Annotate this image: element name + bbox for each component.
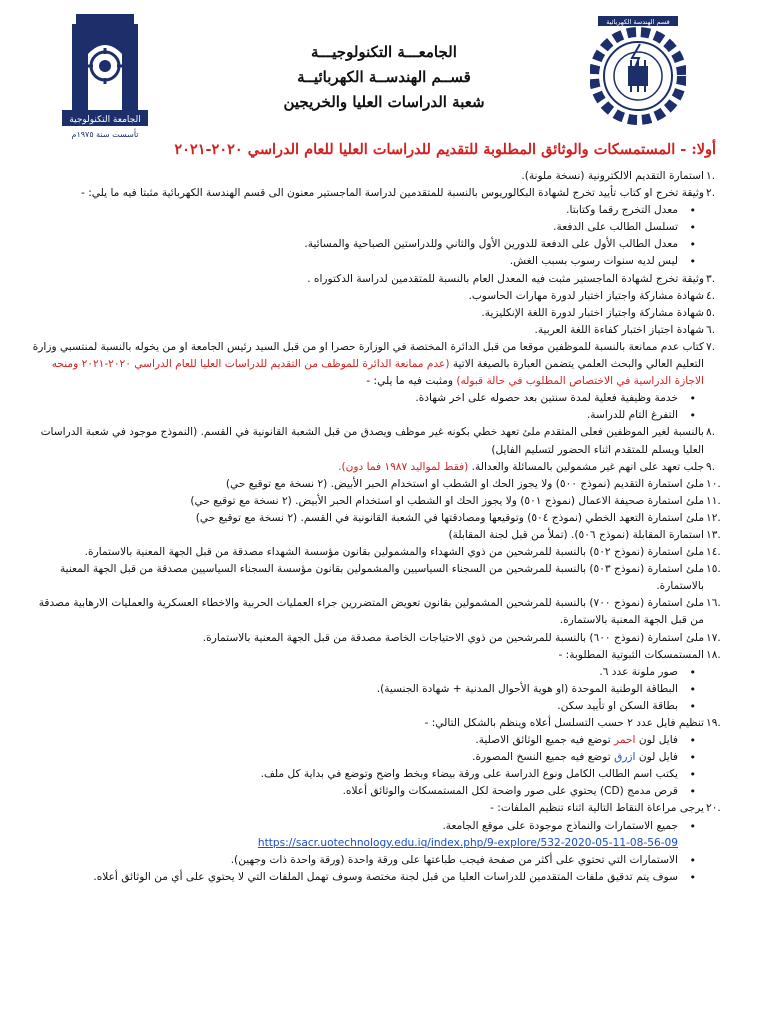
forms-link[interactable]: https://sacr.uotechnology.edu.iq/index.php/9-explore/532-2020-05-11-08-56-09 [257, 836, 678, 849]
item-text: استمارة المقابلة (نموذج ٥٠٦). (تملأ من قبل لجنة المقابلة) [448, 528, 704, 541]
list-item [30, 630, 730, 647]
item-number: .١٥ [706, 563, 721, 576]
bullet-item: • سوف يتم تدقيق ملفات المتقدمين للدراسات العليا من قبل لجنة مختصة وسوف تهمل الملفات التي لا يحتوي على أي من الوثائق أعلاه. [30, 869, 730, 886]
section-heading: أولا: - المستمسكات والوثائق المطلوبة للتقديم للدراسات العليا للعام الدراسي ٢٠٢٠-٢٠٢١ [174, 141, 716, 158]
letterhead-titles [220, 40, 548, 115]
item-text: ملئ استمارة التقديم (نموذج ٥٠٠) ولا يجوز الحك او الشطب او استخدام الحبر الأبيض. (٢ نسخة مع توقيع حي) [225, 477, 704, 490]
bullet-item: • معدل الطالب الأول على الدفعة للدورين الأول والثاني وللدراستين الصباحية والمسائية. [30, 236, 730, 253]
list-item [30, 510, 730, 527]
bullet-item [30, 732, 730, 749]
requirements-list [30, 168, 730, 886]
item-text: يرجى مراعاة النقاط التالية اثناء تنظيم الملفات: - [490, 802, 704, 815]
list-item [30, 493, 730, 510]
bullet-item: • ليس لديه سنوات رسوب بسبب الغش. [30, 253, 730, 270]
logo-right-caption: قسم الهندسة الكهربائية [606, 18, 670, 26]
list-item [30, 800, 730, 817]
sub-list [30, 732, 730, 800]
list-item [30, 476, 730, 493]
highlighted-text: (فقط لمواليد ١٩٨٧ فما دون). [338, 460, 469, 473]
list-item [30, 715, 730, 732]
sub-list [30, 664, 730, 715]
item-text: وثيقة تخرج او كتاب تأييد تخرج لشهادة البكالوريوس بالنسبة للمتقدمين لدراسة الماجستير معنون الى قسم الهندسة الكهربائية مثبتا فيه ما يلي: - [81, 187, 704, 200]
svg-text:الجامعة التكنولوجية: الجامعة التكنولوجية [69, 115, 141, 125]
bullet-item: • التفرغ التام للدراسة. [30, 407, 730, 424]
item-text: ملئ استمارة التعهد الخطي (نموذج ٥٠٤) وتوقيعها ومصادقتها في الشعبة القانونية في القسم. (٢ نسخة مع توقيع حي) [195, 511, 704, 524]
list-item [30, 561, 730, 595]
bullet-item: • البطاقة الوطنية الموحدة (او هوية الأحوال المدنية + شهادة الجنسية). [30, 681, 730, 698]
item-text: بالنسبة لغير الموظفين فعلى المتقدم ملئ تعهد خطي بكونه غير موظف ويصدق من قبل الشعبة القانونية في القسم. (النموذج موجود في شعبة الدراسات العليا ويسلم للمتقدم اثناء الحضور لتسليم الفايل) [40, 426, 704, 456]
item-text: استمارة التقديم الالكترونية (نسخة ملونة). [521, 170, 704, 182]
item-number: .٦ [706, 323, 716, 336]
bullet-item: • تسلسل الطالب على الدفعة. [30, 219, 730, 236]
list-item [30, 288, 730, 305]
bullet-item [30, 818, 730, 852]
item-number: .٣ [706, 272, 716, 285]
item-number: .٢٠ [706, 802, 721, 815]
item-text: كتاب عدم ممانعة بالنسبة للموظفين موقعا من قبل الدائرة المختصة في الوزارة حصرا او من قبل السيد رئيس الجامعة او من يخوله بالنسبة لمنتسبي وزارة التعليم العالي والبحث العلمي يتضمن العبارة بالصيغة الاتية [32, 340, 704, 371]
letterhead [0, 10, 768, 140]
bullet-text: فايل لون [638, 734, 678, 747]
item-number: .٢ [706, 187, 716, 200]
list-item [30, 185, 730, 202]
item-text: تنظيم فايل عدد ٢ حسب التسلسل أعلاه وينظم بالشكل التالي: - [424, 717, 704, 729]
item-text: شهادة اجتياز اختبار كفاءة اللغة العربية. [534, 323, 704, 336]
bullet-text: توضع فيه جميع النسخ المصورة. [472, 751, 611, 764]
bullet-text: فايل لون [638, 751, 678, 764]
bullet-item: • معدل التخرج رقما وكتابتا. [30, 202, 730, 219]
item-text: جلب تعهد على انهم غير مشمولين بالمسائلة والعدالة. [471, 460, 704, 473]
bullet-item: • بطاقة السكن او تأييد سكن. [30, 698, 730, 715]
list-item [30, 271, 730, 288]
bullet-item: • قرص مدمج (CD) يحتوي على صور واضحة لكل المستمسكات والوثائق أعلاه. [30, 783, 730, 800]
item-text: ملئ استمارة (نموذج ٥٠٢) بالنسبة للمرشحين من ذوي الشهداء والمشمولين بقانون مؤسسة الشهداء مصدقة من قبل الجهة المعنية بالاستمارة. [84, 546, 704, 559]
item-text: المستمسكات الثبوتية المطلوبة: - [558, 648, 704, 661]
university-of-technology-logo [62, 14, 148, 140]
list-item [30, 595, 730, 629]
item-number: .١٠ [706, 477, 721, 490]
item-number: .١٩ [706, 717, 721, 729]
item-number: .٧ [706, 340, 716, 353]
list-item [30, 339, 730, 390]
electrical-engineering-logo [590, 16, 686, 128]
item-number: .١٣ [706, 528, 721, 541]
university-name: الجامعـــة التكنولوجيـــة [311, 43, 457, 61]
item-number: .١٢ [706, 511, 721, 524]
bullet-item: • صور ملونة عدد ٦. [30, 664, 730, 681]
sub-list [30, 202, 730, 270]
item-number: .٥ [706, 306, 716, 319]
item-number: .٨ [706, 426, 716, 439]
item-text: ملئ استمارة (نموذج ٧٠٠) بالنسبة للمرشحين المشمولين بقانون تعويض المتضررين جراء العمليات الحربية والاخطاء العسكرية والعمليات الارهابية مصدقة من قبل الجهة المعنية بالاستمارة. [38, 597, 704, 627]
item-number: .١٧ [706, 631, 721, 644]
color-word-red: احمر [614, 734, 636, 747]
item-number: .١٦ [706, 597, 721, 610]
list-item [30, 527, 730, 544]
item-text: شهادة مشاركة واجتياز اختبار لدورة مهارات الحاسوب. [468, 289, 704, 302]
bullet-text: توضع فيه جميع الوثائق الاصلية. [475, 734, 611, 747]
list-item [30, 424, 730, 458]
list-item [30, 305, 730, 322]
bullet-item: • يكتب اسم الطالب الكامل ونوع الدراسة على ورقة بيضاء وبخط واضح وتوضع في بداية كل ملف. [30, 766, 730, 783]
item-number: .٩ [706, 460, 716, 473]
item-text: ملئ استمارة (نموذج ٦٠٠) بالنسبة للمرشحين من ذوي الاحتياجات الخاصة مصدقة من قبل الجهة المعنية بالاستمارة. [202, 631, 704, 644]
item-text: وثيقة تخرج لشهادة الماجستير مثبت فيه المعدل العام بالنسبة للمتقدمين لدراسة الدكتوراه . [307, 272, 704, 285]
item-number: .١ [706, 170, 716, 182]
list-item [30, 544, 730, 561]
list-item [30, 322, 730, 339]
sub-list [30, 818, 730, 886]
highlighted-text: (عدم ممانعة الدائرة للموظف من التقديم للدراسات العليا للعام الدراسي ٢٠٢٠-٢٠٢١ ومنحه الاجازة الدراسية في الاختصاص المطلوب في حالة قبوله) [51, 358, 704, 388]
bullet-item: • خدمة وظيفية فعلية لمدة سنتين بعد حصوله على اخر شهادة. [30, 390, 730, 407]
bullet-item [30, 749, 730, 766]
item-number: .١٤ [706, 546, 721, 559]
color-word-blue: ازرق [614, 751, 636, 764]
item-text-tail: ومثبت فيه ما يلي: - [366, 375, 453, 388]
list-item [30, 459, 730, 476]
item-text: ملئ استمارة صحيفة الاعمال (نموذج ٥٠١) ولا يجوز الحك او الشطب او استخدام الحبر الأبيض. (٢ نسخة مع توقيع حي) [190, 494, 704, 507]
item-text: ملئ استمارة (نموذج ٥٠٣) بالنسبة للمرشحين من السجناء السياسيين والمشمولين بقانون مؤسسة السجناء السياسيين مصدقة من قبل الجهة المعنية بالاستمارة. [59, 563, 704, 593]
sub-list [30, 390, 730, 424]
logo-left-caption: تأسست سنة ١٩٧٥م [71, 130, 139, 139]
item-number: .١١ [706, 494, 721, 507]
bullet-text: جميع الاستمارات والنماذج موجودة على موقع الجامعة. [442, 819, 678, 832]
list-item [30, 647, 730, 664]
list-item [30, 168, 730, 185]
item-text: شهادة مشاركة واجتياز اختبار لدورة اللغة الإنكليزية. [481, 306, 704, 319]
division-name: شعبة الدراسات العليا والخريجين [283, 93, 485, 111]
item-number: .١٨ [706, 648, 721, 661]
bullet-item: • الاستمارات التي تحتوي على أكثر من صفحة فيجب طباعتها على ورقة واحدة (ورقة واحدة ذات وجهين). [30, 852, 730, 869]
item-number: .٤ [706, 289, 716, 302]
department-name: قســم الهندســة الكهربائيــة [297, 68, 471, 86]
